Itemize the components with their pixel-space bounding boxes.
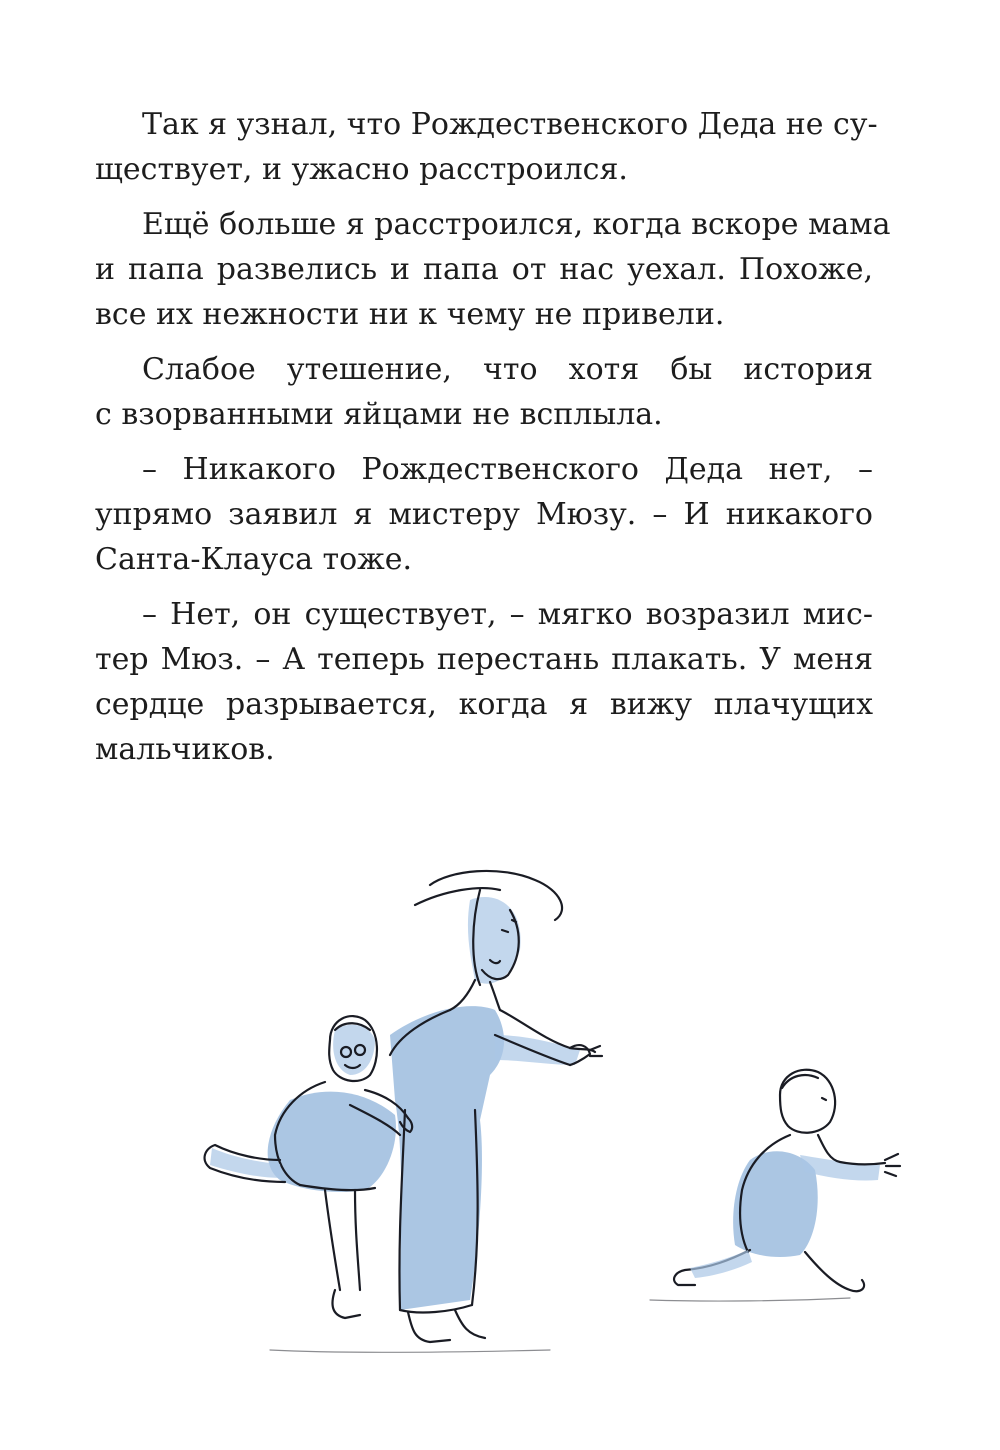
text-line: тер Мюз. – А теперь перестань плакать. У меня (95, 642, 873, 677)
paragraph (95, 447, 873, 592)
text-line: – Нет, он существует, – мягко возразил мис- (142, 597, 873, 632)
boy-figure (674, 1070, 900, 1292)
body-text (95, 102, 891, 782)
paragraph (95, 102, 878, 202)
text-line: – Никакого Рождественского Деда нет, – (142, 452, 873, 487)
text-line: мальчиков. (95, 732, 275, 767)
text-line: упрямо заявил я мистеру Мюзу. – И никакого (95, 497, 873, 532)
text-line: Слабое утешение, что хотя бы история (142, 352, 873, 387)
text-line: и папа развелись и папа от нас уехал. Похоже, (95, 252, 873, 287)
text-line: с взорванными яйцами не всплыла. (95, 397, 663, 432)
text-line: Так я узнал, что Рождественского Деда не су- (142, 107, 878, 142)
paragraph (95, 202, 891, 347)
text-line: Ещё больше я расстроился, когда вскоре мама (142, 207, 891, 242)
text-line: сердце разрывается, когда я вижу плачущих (95, 687, 873, 722)
text-line: ществует, и ужасно расстроился. (95, 152, 628, 187)
woman-figure (390, 871, 602, 1342)
text-line: все их нежности ни к чему не привели. (95, 297, 725, 332)
paragraph (95, 347, 873, 447)
paragraph (95, 592, 873, 782)
illustration-running-figures (150, 860, 910, 1380)
text-line: Санта-Клауса тоже. (95, 542, 413, 577)
girl-figure (205, 1016, 413, 1318)
